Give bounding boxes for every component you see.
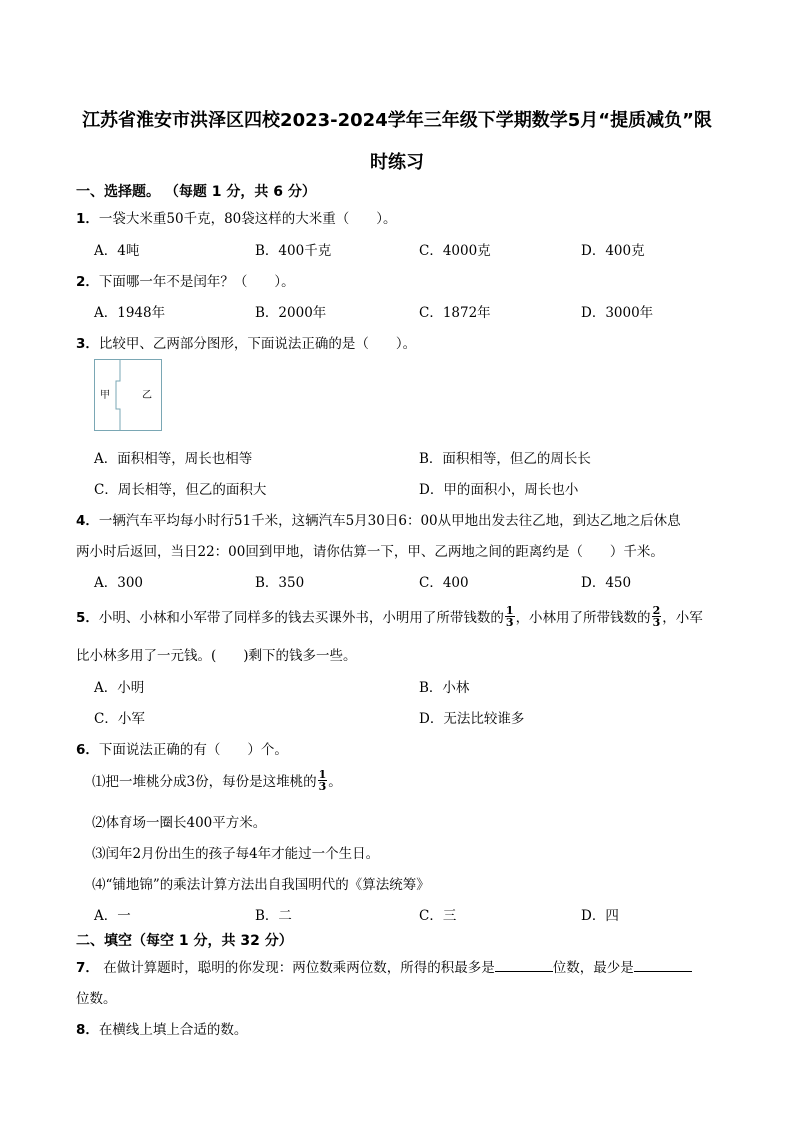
option-c: C．三 bbox=[419, 908, 457, 924]
option-a: A．面积相等，周长也相等 bbox=[94, 451, 253, 467]
option-a: A．1948年 bbox=[94, 305, 166, 321]
question-7-line2: 位数。 bbox=[76, 991, 117, 1007]
question-text: 比较甲、乙两部分图形，下面说法正确的是（ ）。 bbox=[98, 336, 417, 352]
question-4-line2: 两小时后返回，当日22：00回到甲地，请你估算一下，甲、乙两地之间的距离约是（ ）千米。 bbox=[76, 544, 664, 560]
option-b: B．二 bbox=[255, 908, 292, 924]
option-a: A．一 bbox=[94, 908, 131, 924]
fraction-two-thirds: $\frac{2}{3}$ bbox=[652, 604, 661, 629]
option-c: C．400 bbox=[419, 575, 469, 591]
question-number: 6． bbox=[76, 742, 99, 758]
question-text: 小明、小林和小军带了同样多的钱去买课外书，小明用了所带钱数的 bbox=[98, 610, 504, 626]
option-b: B．2000年 bbox=[255, 305, 327, 321]
option-c: C．1872年 bbox=[419, 305, 491, 321]
option-d: D．甲的面积小，周长也小 bbox=[419, 482, 579, 498]
question-text: 下面说法正确的有（ ）个。 bbox=[98, 742, 288, 758]
option-d: D．四 bbox=[581, 908, 619, 924]
section-heading-fill: 二、填空（每空 1 分，共 32 分） bbox=[76, 933, 293, 949]
question-text: 下面哪一年不是闰年？（ ）。 bbox=[98, 274, 295, 290]
question-4 bbox=[76, 509, 681, 529]
question-1 bbox=[76, 207, 397, 227]
question-text: 一辆汽车平均每小时行51千米，这辆汽车5月30日6：00从甲地出发去往乙地，到达乙地之后休息 bbox=[98, 513, 681, 529]
question-text: 在横线上填上合适的数。 bbox=[98, 1022, 248, 1038]
option-d: D．450 bbox=[581, 575, 632, 591]
option-a: A．300 bbox=[94, 575, 144, 591]
question-5: 5．小明、小林和小军带了同样多的钱去买课外书，小明用了所带钱数的 $\frac{1}{3}$ ，小林用了所带钱数的 $\frac{2}{3}$ ，小军 bbox=[76, 604, 703, 629]
label-jia: 甲 bbox=[100, 390, 110, 401]
answer-blank[interactable] bbox=[634, 959, 692, 972]
statement-4: ⑷“铺地锦”的乘法计算方法出自我国明代的《算法统筹》 bbox=[92, 877, 430, 893]
question-8 bbox=[76, 1018, 247, 1038]
option-a: A．4吨 bbox=[94, 243, 140, 259]
question-text: 一袋大米重50千克，80袋这样的大米重（ ）。 bbox=[98, 211, 397, 227]
option-d: D．3000年 bbox=[581, 305, 654, 321]
option-c: C．4000克 bbox=[419, 243, 491, 259]
label-yi: 乙 bbox=[142, 390, 152, 401]
question-number: 4． bbox=[76, 513, 99, 529]
option-c: C．小军 bbox=[94, 711, 145, 727]
option-c: C．周长相等，但乙的面积大 bbox=[94, 482, 267, 498]
option-a: A．小明 bbox=[94, 680, 145, 696]
question-2 bbox=[76, 270, 295, 290]
statement-2: ⑵体育场一圈长400平方米。 bbox=[92, 815, 267, 831]
shape-comparison-figure bbox=[94, 359, 162, 431]
option-b: B．小林 bbox=[419, 680, 470, 696]
question-text: 在做计算题时，聪明的你发现：两位数乘两位数，所得的积最多是 bbox=[98, 960, 495, 976]
fraction-one-third: $\frac{1}{3}$ bbox=[318, 768, 327, 793]
question-3 bbox=[76, 332, 416, 352]
section-heading-choice: 一、选择题。 （每题 1 分，共 6 分） bbox=[76, 184, 316, 200]
question-number: 2． bbox=[76, 274, 99, 290]
statement-3: ⑶闰年2月份出生的孩子每4年才能过一个生日。 bbox=[92, 846, 380, 862]
figure-divider bbox=[116, 360, 120, 431]
fraction-one-third: $\frac{1}{3}$ bbox=[505, 604, 514, 629]
question-number: 8． bbox=[76, 1022, 99, 1038]
statement-1: ⑴把一堆桃分成3份，每份是这堆桃的 $\frac{1}{3}$ 。 bbox=[92, 768, 342, 793]
question-number: 3． bbox=[76, 336, 99, 352]
question-number: 1． bbox=[76, 211, 99, 227]
page-title-continued: 时练习 bbox=[370, 152, 424, 173]
option-b: B．400千克 bbox=[255, 243, 332, 259]
question-5-line2: 比小林多用了一元钱。( )剩下的钱多一些。 bbox=[76, 648, 357, 664]
answer-blank[interactable] bbox=[495, 959, 553, 972]
option-d: D．400克 bbox=[581, 243, 645, 259]
question-6 bbox=[76, 738, 288, 758]
option-b: B．面积相等，但乙的周长长 bbox=[419, 451, 591, 467]
option-b: B．350 bbox=[255, 575, 305, 591]
page-title: 江苏省淮安市洪泽区四校2023-2024学年三年级下学期数学5月“提质减负”限 bbox=[82, 110, 712, 131]
question-7: 7． 在做计算题时，聪明的你发现：两位数乘两位数，所得的积最多是 位数，最少是 bbox=[76, 956, 692, 976]
question-number: 5． bbox=[76, 610, 99, 626]
question-number: 7． bbox=[76, 960, 99, 976]
option-d: D．无法比较谁多 bbox=[419, 711, 525, 727]
